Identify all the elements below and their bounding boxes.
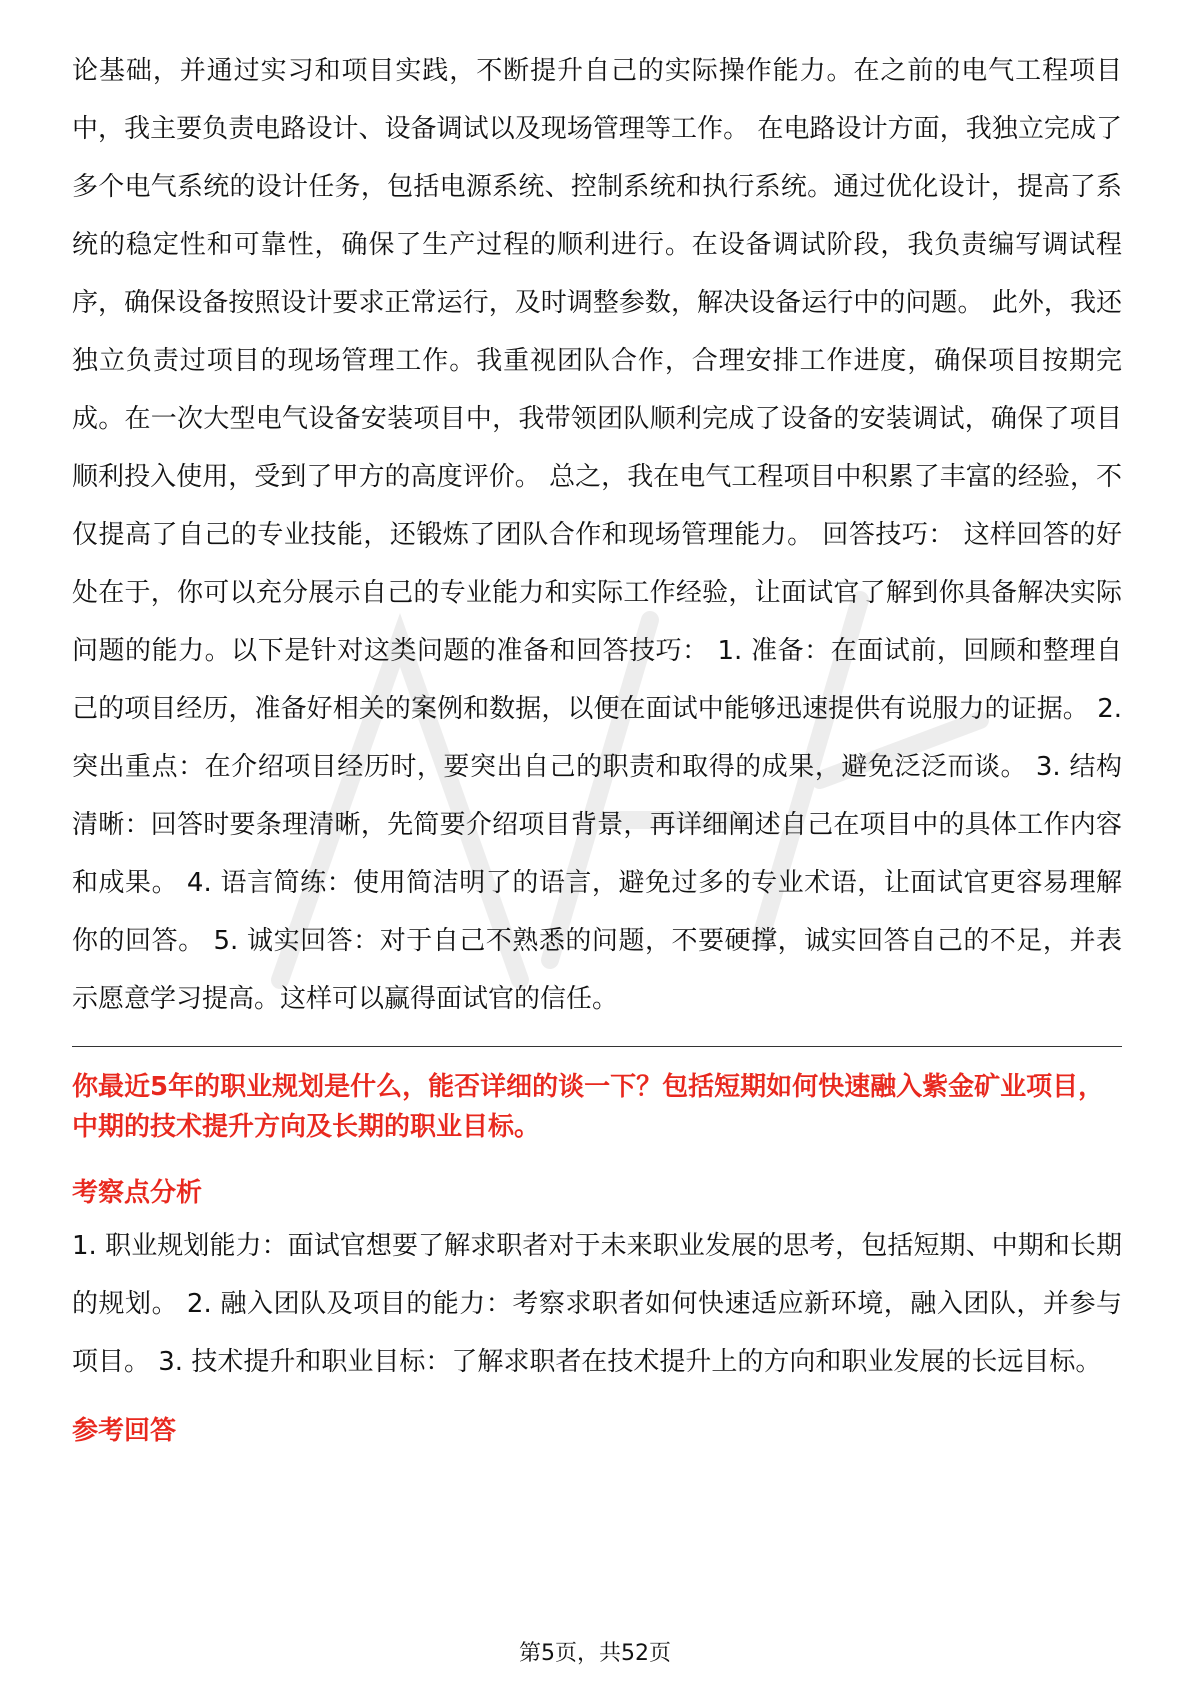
page-footer: 第5页，共52页 — [519, 1641, 671, 1666]
reference-answer-heading: 参考回答 — [72, 1416, 177, 1446]
body-paragraph: 论基础，并通过实习和项目实践，不断提升自己的实际操作能力。在之前的电气工程项目中，我主要负责电路设计、设备调试以及现场管理等工作。 在电路设计方面，我独立完成了多个电气系统的设计任务，包括电源系统、控制系统和执行系统。通过优化设计，提高了系统的稳定性和可靠性，确保了生产过程的顺利进行。在设备调试阶段，我负责编写调试程序，确保设备按照设计要求正常运行，及时调整参数，解决设备运行中的问题。 此外，我还独立负责过项目的现场管理工作。我重视团队合作，合理安排工作进度，确保项目按期完成。在一次大型电气设备安装项目中，我带领团队顺利完成了设备的安装调试，确保了项目顺利投入使用，受到了甲方的高度评价。 总之，我在电气工程项目中积累了丰富的经验，不仅提高了自己的专业技能，还锻炼了团队合作和现场管理能力。 回答技巧： 这样回答的好处在于，你可以充分展示自己的专业能力和实际工作经验，让面试官了解到你具备解决实际问题的能力。以下是针对这类问题的准备和回答技巧： 1. 准备：在面试前，回顾和整理自己的项目经历，准备好相关的案例和数据，以便在面试中能够迅速提供有说服力的证据。 2. 突出重点：在介绍项目经历时，要突出自己的职责和取得的成果，避免泛泛而谈。 3. 结构清晰：回答时要条理清晰，先简要介绍项目背景，再详细阐述自己在项目中的具体工作内容和成果。 4. 语言简练：使用简洁明了的语言，避免过多的专业术语，让面试官更容易理解你的回答。 5. 诚实回答：对于自己不熟悉的问题，不要硬撑，诚实回答自己的不足，并表示愿意学习提高。这样可以赢得面试官的信任。 — [72, 56, 1122, 1014]
analysis-paragraph: 1. 职业规划能力：面试官想要了解求职者对于未来职业发展的思考，包括短期、中期和长期的规划。 2. 融入团队及项目的能力：考察求职者如何快速适应新环境，融入团队，并参与项目。 3. 技术提升和职业目标：了解求职者在技术提升上的方向和职业发展的长远目标。 — [72, 1231, 1122, 1377]
interview-question: 你最近5年的职业规划是什么，能否详细的谈一下？包括短期如何快速融入紫金矿业项目，中期的技术提升方向及长期的职业目标。 — [72, 1072, 1105, 1142]
analysis-heading: 考察点分析 — [72, 1178, 203, 1208]
main-content — [72, 42, 1122, 1455]
section-divider — [72, 1046, 1122, 1047]
